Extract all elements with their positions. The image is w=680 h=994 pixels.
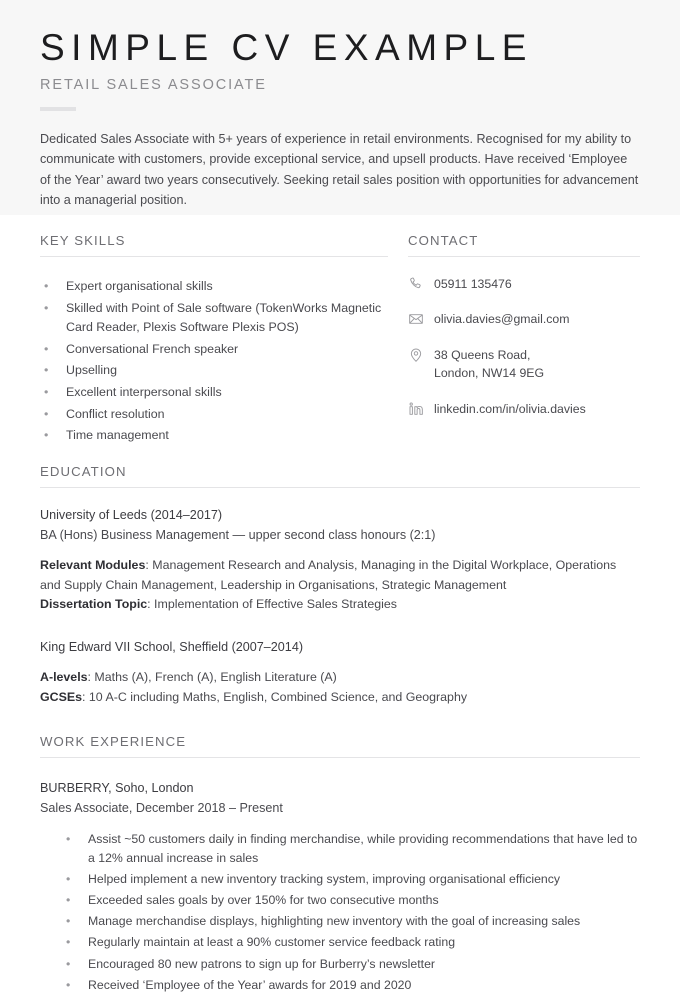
section-work-experience [40, 734, 640, 994]
contact-list [408, 275, 640, 418]
bullet-icon: • [66, 977, 71, 992]
phone-number: 05911 135476 [434, 277, 512, 291]
address-line-2: London, NW14 9EG [434, 366, 545, 381]
bullet-text: Regularly maintain at least a 90% customer service feedback rating [88, 935, 456, 950]
phone-icon [408, 275, 432, 292]
education-detail [40, 595, 640, 615]
bullet-text: Exceeded sales goals by over 150% for two consecutive months [88, 892, 439, 907]
key-skills-divider [40, 256, 388, 257]
linkedin-url: linkedin.com/in/olivia.davies [434, 401, 586, 416]
detail-value: : Implementation of Effective Sales Strategies [147, 597, 397, 612]
education-detail [40, 688, 640, 708]
contact-linkedin-row[interactable] [408, 400, 640, 418]
list-item [62, 870, 640, 888]
qualification: BA (Hons) Business Management — upper second class honours (2:1) [40, 527, 436, 542]
list-item [40, 340, 388, 360]
bullet-icon: • [44, 341, 49, 356]
contact-heading: CONTACT [408, 233, 479, 248]
bullet-text: Manage merchandise displays, highlighting new inventory with the goal of increasing sales [88, 914, 581, 929]
skill-text: Upselling [66, 363, 117, 378]
accent-divider [40, 107, 76, 111]
list-item [62, 933, 640, 951]
detail-value: : Management Research and Analysis, Managing in the Digital Workplace, Operations and Supply Chain Management, Leadership in Organisations, Strategic Management [40, 558, 617, 592]
bullet-icon: • [44, 428, 49, 443]
list-item [62, 955, 640, 973]
section-education [40, 464, 640, 707]
work-experience-heading: WORK EXPERIENCE [40, 734, 187, 750]
education-detail [40, 668, 640, 688]
education-heading: EDUCATION [40, 463, 127, 479]
role-and-dates: Sales Associate, December 2018 – Present [40, 801, 283, 816]
skill-text: Skilled with Point of Sale software (TokenWorks Magnetic Card Reader, Plexis Software Plexis POS) [66, 300, 382, 335]
bullet-icon: • [44, 363, 49, 378]
list-item [62, 976, 640, 994]
bullet-icon: • [44, 406, 49, 421]
skill-text: Conversational French speaker [66, 341, 239, 356]
key-skills-heading: KEY SKILLS [40, 233, 126, 248]
postal-address [432, 346, 544, 383]
bullet-icon: • [66, 892, 71, 907]
bullet-icon: • [44, 279, 49, 293]
cv-header [0, 0, 680, 215]
education-detail [40, 556, 640, 595]
bullet-text: Encouraged 80 new patrons to sign up for Burberry’s newsletter [88, 956, 436, 971]
skill-text: Excellent interpersonal skills [66, 384, 222, 399]
section-key-skills [40, 233, 388, 448]
list-item [40, 299, 388, 338]
detail-label: Dissertation Topic [40, 597, 148, 612]
work-experience-entry [40, 778, 640, 994]
cv-body [0, 215, 680, 994]
bullet-text: Assist ~50 customers daily in finding merchandise, while providing recommendations that have led to a 12% annual increase in sales [88, 832, 638, 865]
contact-address-row [408, 346, 640, 383]
list-item [40, 383, 388, 403]
list-item [62, 891, 640, 909]
list-item [40, 426, 388, 446]
list-item [62, 830, 640, 866]
top-columns [40, 215, 640, 448]
education-entry [40, 505, 640, 615]
key-skills-list [40, 277, 388, 446]
bullet-icon: • [44, 384, 49, 399]
bullet-icon: • [66, 914, 71, 929]
skill-text: Time management [66, 428, 169, 443]
detail-label: GCSEs [40, 689, 83, 704]
company-name: BURBERRY, Soho, London [40, 781, 194, 796]
institution-name: University of Leeds (2014–2017) [40, 507, 223, 522]
list-item [40, 405, 388, 425]
detail-label: Relevant Modules [40, 558, 146, 573]
bullet-icon: • [66, 832, 71, 847]
email-address: olivia.davies@gmail.com [434, 312, 570, 327]
linkedin-icon [408, 400, 432, 417]
list-item [62, 912, 640, 930]
section-contact [408, 233, 640, 448]
address-line-1: 38 Queens Road, [434, 347, 531, 362]
job-title-subtitle: RETAIL SALES ASSOCIATE [40, 76, 267, 93]
profile-summary: Dedicated Sales Associate with 5+ years of experience in retail environments. Recognised for my ability to communicate with customers, provide exceptional service, and upsell products. Have received ‘Employee of the Year’ award two years consecutively. Seeking retail sales position with opportunities for advancement into a managerial position. [40, 131, 639, 208]
education-entry [40, 637, 640, 707]
bullet-icon: • [66, 935, 71, 950]
detail-value: : Maths (A), French (A), English Literature (A) [87, 669, 337, 684]
work-experience-bullets [40, 830, 640, 994]
page-title: SIMPLE CV EXAMPLE [40, 27, 533, 68]
institution-name: King Edward VII School, Sheffield (2007–2014) [40, 639, 304, 654]
skill-text: Expert organisational skills [66, 279, 213, 293]
work-experience-divider [40, 757, 640, 758]
bullet-text: Helped implement a new inventory tracking system, improving organisational efficiency [88, 871, 561, 886]
detail-value: : 10 A-C including Maths, English, Combined Science, and Geography [82, 689, 468, 704]
detail-label: A-levels [40, 669, 88, 684]
contact-email-row[interactable] [408, 310, 640, 328]
bullet-icon: • [66, 871, 71, 886]
list-item [40, 277, 388, 297]
list-item [40, 361, 388, 381]
contact-divider [408, 256, 640, 257]
contact-phone-row[interactable] [408, 275, 640, 293]
bullet-icon: • [44, 300, 49, 315]
location-pin-icon [408, 346, 432, 363]
skill-text: Conflict resolution [66, 406, 165, 421]
bullet-text: Received ‘Employee of the Year’ awards for 2019 and 2020 [88, 977, 412, 992]
bullet-icon: • [66, 956, 71, 971]
education-divider [40, 487, 640, 488]
envelope-icon [408, 310, 432, 327]
